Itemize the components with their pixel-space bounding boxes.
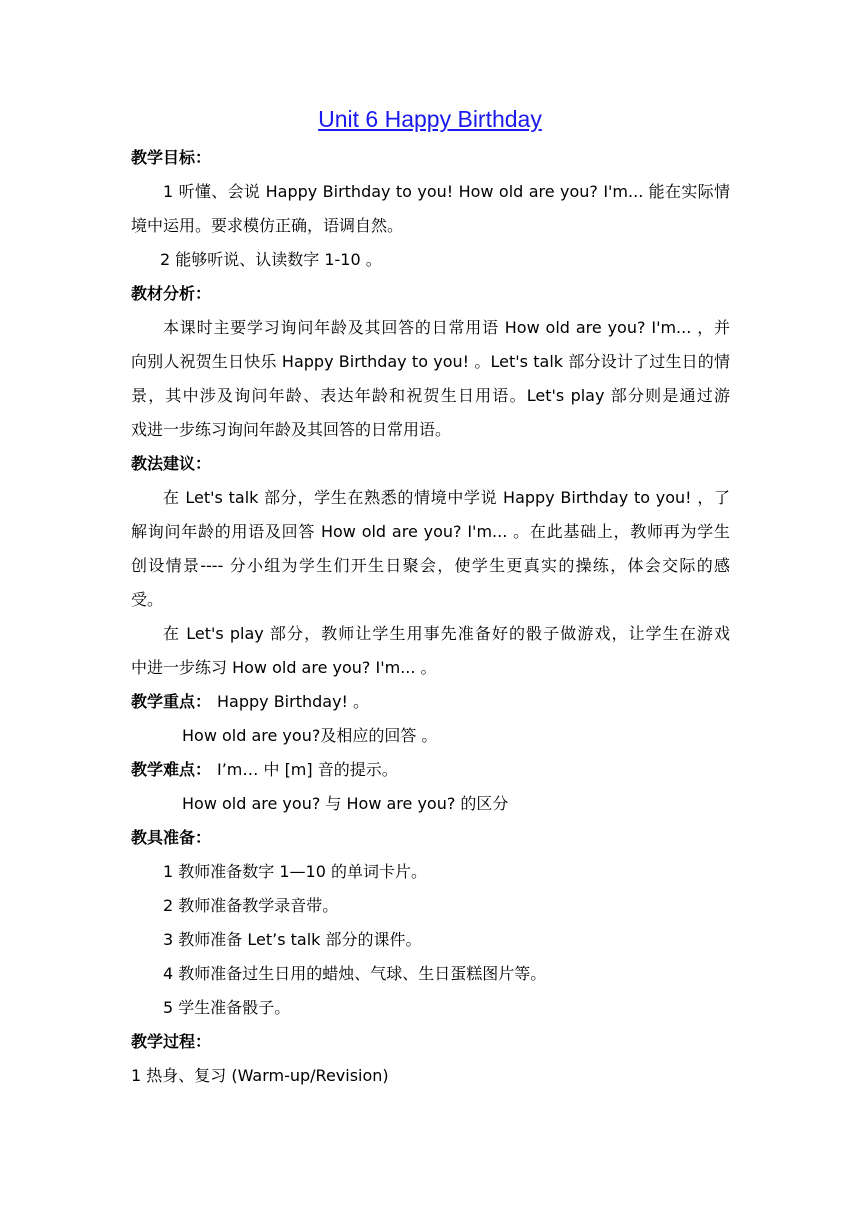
suggestions-line-2: 解询问年龄的用语及回答 How old are you? I'm... 。在此基础上，教师再为学生 <box>131 522 730 541</box>
analysis-line-2: 向别人祝贺生日快乐 Happy Birthday to you! 。Let's talk 部分设计了过生日的情 <box>131 352 730 371</box>
section-heading-suggestions: 教法建议： <box>131 454 212 473</box>
analysis-line-4: 戏进一步练习询问年龄及其回答的日常用语。 <box>131 420 452 439</box>
material-item-5: 5 学生准备骰子。 <box>163 998 291 1017</box>
process-step-1: 1 热身、复习 (Warm-up/Revision) <box>131 1066 389 1085</box>
suggestions-line-4: 受。 <box>131 590 164 609</box>
suggestions-line-6: 中进一步练习 How old are you? I'm... 。 <box>131 658 437 677</box>
suggestions-line-5: 在 Let's play 部分，教师让学生用事先准备好的骰子做游戏，让学生在游戏 <box>163 624 730 643</box>
document-title[interactable]: Unit 6 Happy Birthday <box>318 106 542 132</box>
material-item-2: 2 教师准备教学录音带。 <box>163 896 339 915</box>
section-heading-analysis: 教材分析： <box>131 284 212 303</box>
material-item-1: 1 教师准备数字 1—10 的单词卡片。 <box>163 862 427 881</box>
objective-1-line-2: 境中运用。要求模仿正确，语调自然。 <box>131 216 404 235</box>
difficulty-1: I’m… 中 [m] 音的提示。 <box>217 760 398 779</box>
key-point-2: How old are you?及相应的回答 。 <box>182 726 438 745</box>
section-heading-key-points: 教学重点： <box>131 692 212 711</box>
objective-1-line-1: 1 听懂、会说 Happy Birthday to you! How old are you? I'm... 能在实际情 <box>163 182 730 201</box>
analysis-line-3: 景，其中涉及询问年龄、表达年龄和祝贺生日用语。Let's play 部分则是通过游 <box>131 386 730 405</box>
analysis-line-1: 本课时主要学习询问年龄及其回答的日常用语 How old are you? I'm... ，并 <box>163 318 730 337</box>
difficulty-2: How old are you? 与 How are you? 的区分 <box>182 794 509 813</box>
material-item-4: 4 教师准备过生日用的蜡烛、气球、生日蛋糕图片等。 <box>163 964 547 983</box>
section-heading-process: 教学过程： <box>131 1032 212 1051</box>
section-heading-difficulties: 教学难点： <box>131 760 212 779</box>
section-heading-materials: 教具准备： <box>131 828 212 847</box>
section-heading-objectives: 教学目标： <box>131 148 212 167</box>
suggestions-line-3: 创设情景---- 分小组为学生们开生日聚会，使学生更真实的操练，体会交际的感 <box>131 556 730 575</box>
key-point-1: Happy Birthday! 。 <box>217 692 370 711</box>
suggestions-line-1: 在 Let's talk 部分，学生在熟悉的情境中学说 Happy Birthday to you! ，了 <box>163 488 730 507</box>
objective-2: 2 能够听说、认读数字 1-10 。 <box>160 250 382 269</box>
material-item-3: 3 教师准备 Let’s talk 部分的课件。 <box>163 930 422 949</box>
